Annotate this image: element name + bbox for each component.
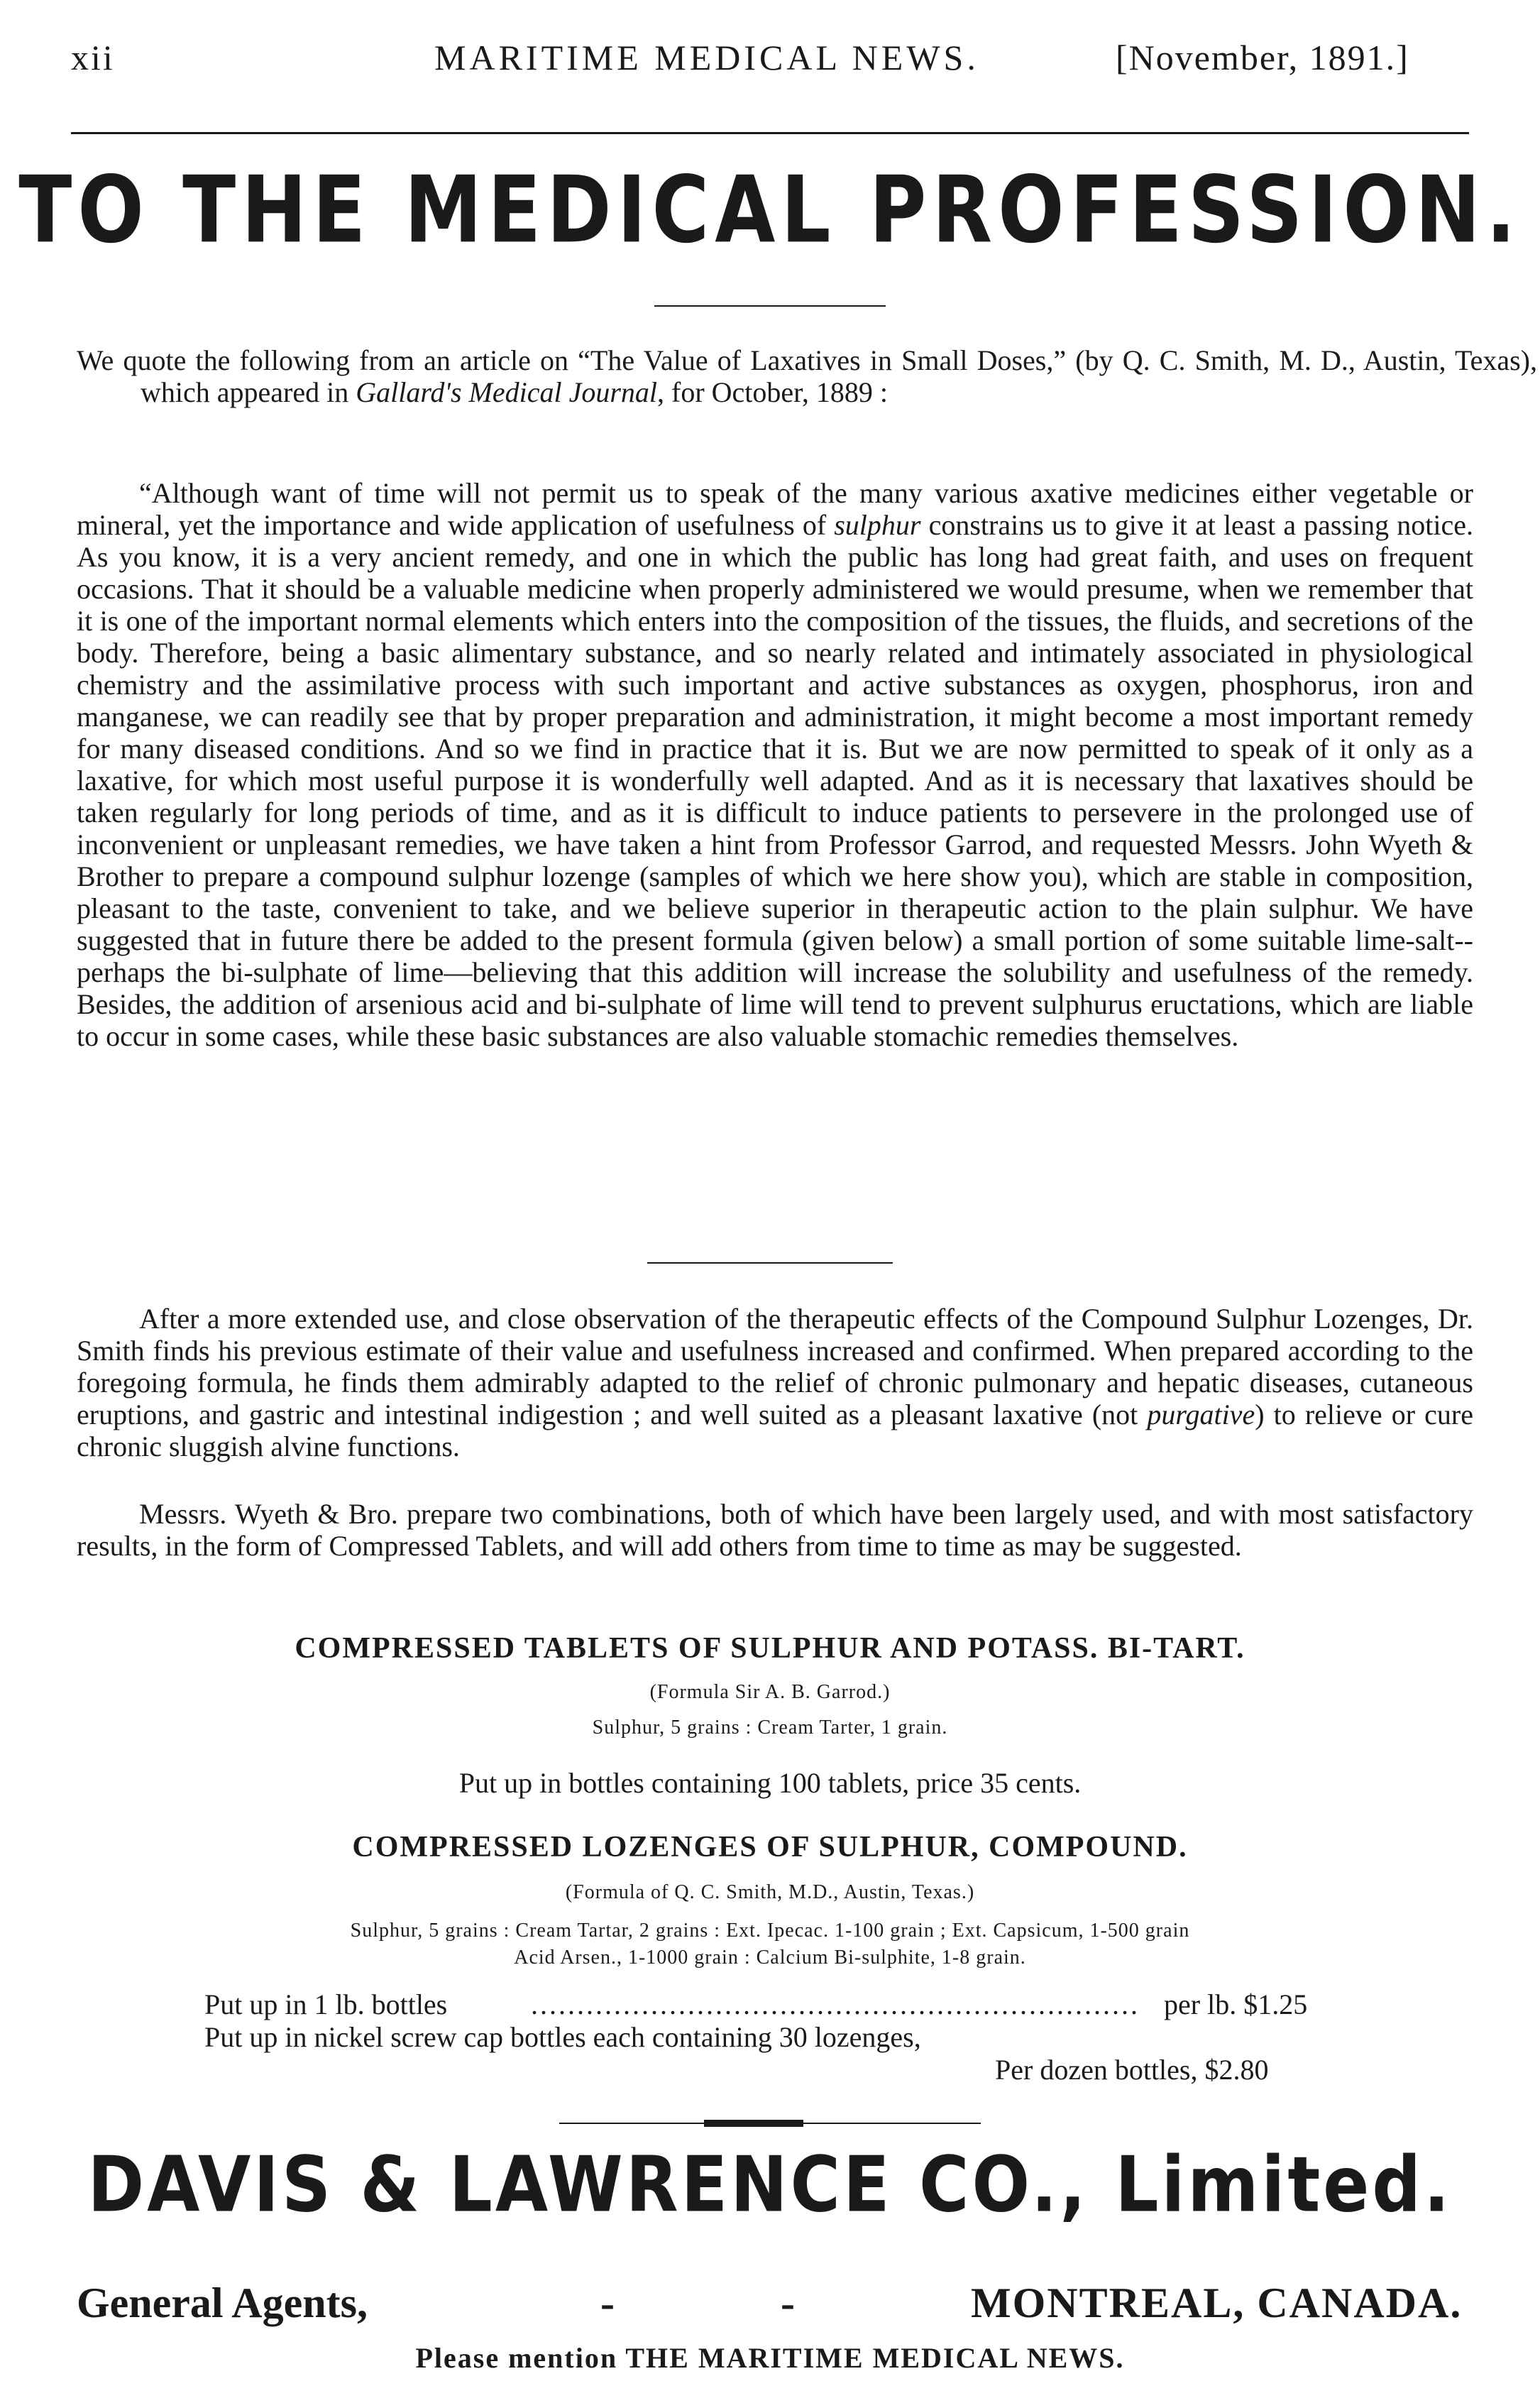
agents-dash-1: - bbox=[600, 2279, 615, 2326]
follow-up-paragraph bbox=[77, 1303, 1473, 1462]
pack1-price: per lb. $1.25 bbox=[1164, 1988, 1308, 2020]
pack1-label: Put up in 1 lb. bottles bbox=[204, 1988, 448, 2020]
pack2-label: Put up in nickel screw cap bottles each containing 30 lozenges, bbox=[204, 2021, 921, 2053]
product2-ingredients-line2: Acid Arsen., 1-1000 grain : Calcium Bi-sulphite, 1-8 grain. bbox=[514, 1947, 1026, 1969]
footer-notice: Please mention THE MARITIME MEDICAL NEWS. bbox=[415, 2342, 1125, 2374]
agents-dash-2: - bbox=[781, 2279, 795, 2326]
product1-ingredients: Sulphur, 5 grains : Cream Tarter, 1 grain. bbox=[592, 1717, 948, 1739]
pack2-price: Per dozen bottles, $2.80 bbox=[995, 2054, 1269, 2086]
follow-up-text-part1: After a more extended use, and close observation of the therapeutic effects of the Compound Sulphur Lozenges, Dr. Smith finds his previous estimate of their value and usefulness increased and confirmed. When prepared according to the foregoing formula, he finds them admirably adapted to the relief of chronic pulmonary and hepatic diseases, cutaneous eruptions, and gastric and intestinal indigestion ; and well suited as a pleasant laxative (not bbox=[77, 1303, 1473, 1430]
follow-up-text-part2: ) to relieve or cure chronic sluggish alvine functions. bbox=[77, 1398, 1473, 1462]
quoted-passage bbox=[77, 477, 1473, 1052]
agents-location: MONTREAL, CANADA. bbox=[971, 2279, 1463, 2326]
intro-paragraph bbox=[77, 344, 1537, 408]
messrs-paragraph: Messrs. Wyeth & Bro. prepare two combinations, both of which have been largely used, and with most satisfactory results, in the form of Compressed Tablets, and will add others from time to time as may be suggested. bbox=[77, 1498, 1473, 1562]
page-headline: TO THE MEDICAL PROFESSION. bbox=[18, 156, 1522, 264]
product1-packaging: Put up in bottles containing 100 tablets, price 35 cents. bbox=[458, 1767, 1082, 1799]
quote-text-part1: “Although want of time will not permit us to speak of the many various axative medicines either vegetable or mineral, yet the importance and wide application of usefulness of bbox=[77, 477, 1473, 541]
headline-divider bbox=[654, 305, 886, 307]
product1-title: COMPRESSED TABLETS OF SULPHUR AND POTASS. BI-TART. bbox=[295, 1632, 1245, 1665]
product1-formula-note: (Formula Sir A. B. Garrod.) bbox=[649, 1681, 891, 1703]
quote-text-part2: constrains us to give it at least a passing notice. As you know, it is a very ancient remedy, and one in which the public has long had great faith, and uses on frequent occasions. That it should be a valuable medicine when properly administered we would presume, when we remember that it is one of the important normal elements which enters into the composition of the tissues, the fluids, and secretions of the body. Therefore, being a basic alimentary substance, and so nearly related and intimately associated in physiological chemistry and the assimilative process with such important and active substances as oxygen, phosphorus, iron and manganese, we can readily see that by proper preparation and administration, it might become a most important remedy for many diseased conditions. And so we find in practice that it is. But we are now permitted to speak of it only as a laxative, for which most useful purpose it is wonderfully well adapted. And as it is necessary that laxatives should be taken regularly for long periods of time, and as it is difficult to induce patients to persevere in the prolonged use of inconvenient or unpleasant remedies, we have taken a hint from Professor Garrod, and requested Messrs. John Wyeth & Brother to prepare a compound sulphur lozenge (samples of which we here show you), which are stable in composition, pleasant to the taste, convenient to take, and we believe superior in therapeutic action to the plain sulphur. We have suggested that in future there be added to the present formula (given below) a small portion of some suitable lime-salt--perhaps the bi-sulphate of lime—believing that this addition will increase the solubility and usefulness of the remedy. Besides, the addition of arsenious acid and bi-sulphate of lime will tend to prevent sulphurus eructations, which are liable to occur in some cases, while these basic substances are also valuable stomachic remedies themselves. bbox=[77, 509, 1473, 1052]
publication-title: MARITIME MEDICAL NEWS. bbox=[434, 38, 979, 77]
intro-text-before: We quote the following from an article on “The Value of Laxatives in Small Doses,” (by Q. C. Smith, M. D., Austin, Texas), which appeared in bbox=[77, 344, 1537, 408]
ornament-icon bbox=[704, 2120, 803, 2127]
pack1-leader-dots: .................................................................. bbox=[531, 1988, 1140, 2020]
journal-name: Gallard's Medical Journal bbox=[356, 376, 658, 408]
header-rule bbox=[71, 132, 1469, 134]
product2-ingredients-line1: Sulphur, 5 grains : Cream Tartar, 2 grains : Ext. Ipecac. 1-100 grain ; Ext. Capsicum, 1-500 grain bbox=[350, 1920, 1190, 1942]
product2-title: COMPRESSED LOZENGES OF SULPHUR, COMPOUND. bbox=[352, 1831, 1188, 1863]
purgative-emphasis: purgative bbox=[1147, 1398, 1255, 1430]
issue-date: [November, 1891.] bbox=[1116, 38, 1409, 77]
product2-formula-note: (Formula of Q. C. Smith, M.D., Austin, Texas.) bbox=[565, 1881, 975, 1903]
agents-label: General Agents, bbox=[77, 2279, 368, 2326]
company-name: DAVIS & LAWRENCE CO., Limited. bbox=[87, 2140, 1453, 2230]
intro-text-after: , for October, 1889 : bbox=[657, 376, 888, 408]
page-number: xii bbox=[71, 38, 115, 77]
section-divider bbox=[647, 1262, 893, 1264]
sulphur-emphasis: sulphur bbox=[834, 509, 921, 541]
